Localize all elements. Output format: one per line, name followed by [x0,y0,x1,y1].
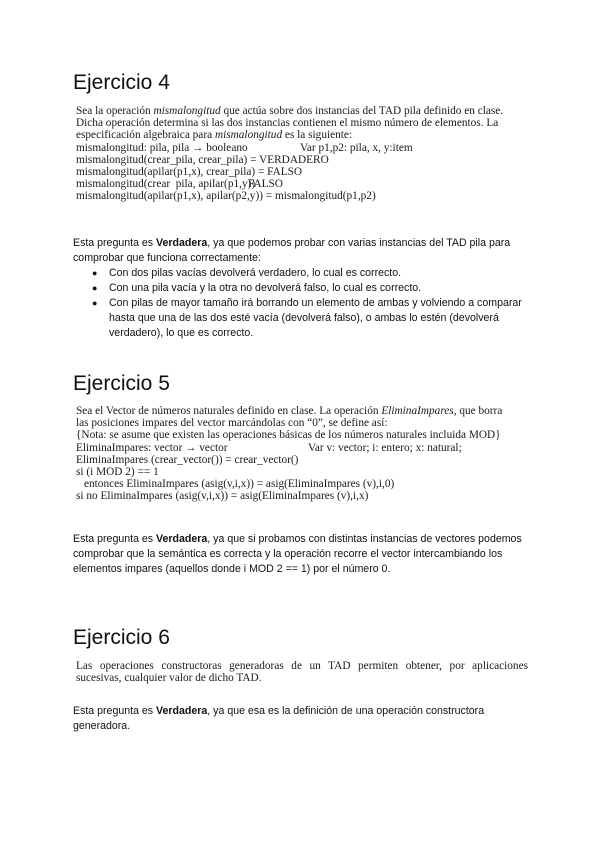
ej4-stmt-text: que actúa sobre dos instancias del TAD pila definido en clase. [220,105,504,117]
ej4-answer-paragraph [73,236,531,266]
ej4-bullet-list [73,266,531,341]
ej6-answer [73,704,531,734]
ej4-stmt-line-2: Dicha operación determina si las dos instancias contienen el mismo número de elementos. La [76,117,499,130]
ej4-title: Ejercicio 4 [73,71,170,94]
answer-text: Esta pregunta es [73,705,157,717]
ej4-stmt-line-6: mismalongitud(apilar(p1,x), crear_pila) = FALSO [76,166,303,179]
ej5-stmt-text: Sea el Vector de números naturales definido en clase. La operación [76,405,382,417]
ej6-title: Ejercicio 6 [73,626,170,649]
ej5-stmt-line-3: {Nota: se asume que existen las operaciones básicas de los números naturales incluida MOD} [76,429,501,442]
list-item: ● Con pilas de mayor tamaño irá borrando un elemento de ambas y volviendo a comparar hasta que una de las dos esté vacía (devolverá falso), o ambas lo estén (devolverá verdadero), lo que es correcto. [73,296,531,341]
ej4-stmt-text: Sea la operación [76,105,154,117]
ej4-op-name: mismalongitud [214,129,283,142]
ej4-stmt-line-4 [76,142,528,154]
ej4-stmt-line-3 [76,129,528,141]
ej6-statement [76,660,528,684]
answer-verdict: Verdadera [156,237,208,249]
ej6-stmt-line-1: Las operaciones constructoras generadoras de un TAD permiten obtener, por aplicaciones [76,660,528,672]
ej5-signature: EliminaImpares: vector → vector [76,441,228,454]
ej5-stmt-line-8: si no EliminaImpares (asig(v,i,x)) = asig(EliminaImpares (v),i,x) [76,490,369,503]
answer-verdict: Verdadera [156,533,208,545]
ej5-answer-paragraph [73,532,531,577]
answer-text: Esta pregunta es [73,533,157,545]
ej4-stmt-text: especificación algebraica para [76,129,215,142]
ej4-answer [73,236,531,341]
ej5-title: Ejercicio 5 [73,372,170,395]
ej4-vars: Var p1,p2: pila, x, y:item [300,141,413,154]
answer-text: , ya que esa es la definición de una operación constructora generadora. [73,705,485,732]
ej4-stmt-line-1 [76,105,528,117]
ej4-stmt-line-5: mismalongitud(crear_pila, crear_pila) = VERDADERO [76,153,329,166]
ej5-stmt-line-4 [76,442,528,454]
ej4-signature: mismalongitud: pila, pila → booleano [76,141,248,154]
ej6-answer-paragraph [73,704,531,734]
ej4-op-name: mismalongitud [153,105,221,117]
ej4-stmt-text: es la siguiente: [282,129,353,142]
ej5-stmt-line-5: EliminaImpares (crear_vector()) = crear_vector() [76,453,299,466]
ej5-op-name: EliminaImpares [381,405,454,417]
ej5-stmt-text: , que borra [453,405,503,417]
answer-verdict: Verdadera [156,705,208,717]
list-item: ● Con dos pilas vacías devolverá verdadero, lo cual es correcto. [73,266,531,281]
ej4-stmt-line-7 [76,178,528,190]
ej5-statement [76,405,528,503]
answer-text: , ya que podemos probar con varias instancias del TAD pila para comprobar que funciona correctamente: [73,237,511,264]
ej5-answer [73,532,531,577]
ej5-stmt-line-2: las posiciones impares del vector marcándolas con “0”, se define así: [76,417,388,430]
list-item: ● Con una pila vacía y la otra no devolverá falso, lo cual es correcto. [73,281,531,296]
ej5-stmt-line-6: si (i MOD 2) == 1 [76,466,159,479]
ej5-stmt-line-1 [76,405,528,417]
ej6-stmt-line-2: sucesivas, cualquier valor de dicho TAD. [76,672,262,685]
ej4-stmt-line-8: mismalongitud(apilar(p1,x), apilar(p2,y)) = mismalongitud(p1,p2) [76,190,376,203]
answer-text: Esta pregunta es [73,237,157,249]
ej5-stmt-line-7: entonces EliminaImpares (asig(v,i,x)) = asig(EliminaImpares (v),i,0) [84,478,395,491]
answer-text: , ya que si probamos con distintas instancias de vectores podemos comprobar que la semántica es correcta y la operación recorre el vector intercambiando los elementos impares (aquellos donde i MOD 2 == 1) por el número 0. [73,533,522,575]
ej5-vars: Var v: vector; i: entero; x: natural; [308,441,462,454]
ej4-axiom: mismalongitud(crear pila, apilar(p1,y)) [76,178,256,191]
ej4-axiom-result: FALSO [248,178,283,191]
ej4-statement [76,105,528,203]
